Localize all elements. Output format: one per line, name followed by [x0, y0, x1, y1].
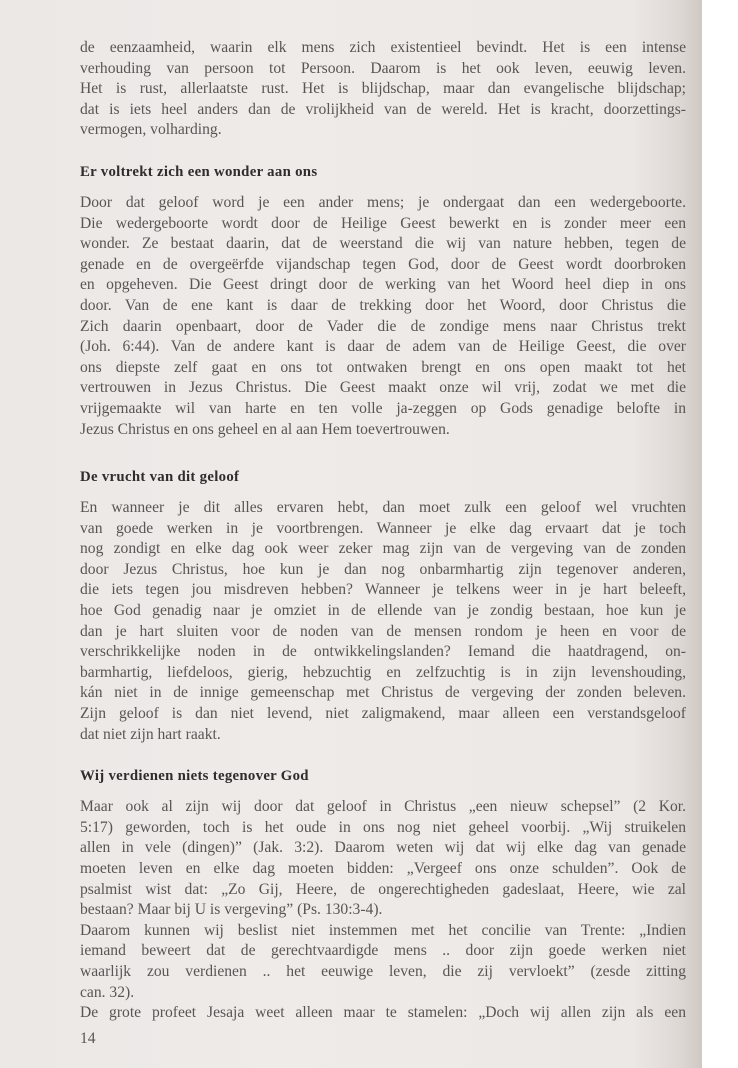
text-line: kán niet in de innige gemeenschap met Christus de vergeving der zonden beleven.: [80, 684, 686, 702]
text-line: door. Van de ene kant is daar de trekking door het Woord, door Christus die: [80, 296, 686, 314]
text-line: 5:17) geworden, toch is het oude in ons nog niet geheel voorbij. „Wij struikelen: [80, 818, 686, 836]
section-heading: Er voltrekt zich een wonder aan ons: [80, 163, 318, 180]
text-line: genade en de overgeërfde vijandschap tegen God, door de Geest wordt doorbroken: [80, 255, 686, 273]
paragraph: [80, 38, 686, 141]
paragraph: [80, 1003, 686, 1024]
text-line: de eenzaamheid, waarin elk mens zich existentieel bevindt. Het is een intense: [80, 39, 686, 56]
text-line: ons diepste zelf gaat en ons tot ontwaken brengt en ons open maakt tot het: [80, 358, 686, 376]
text-line: dat niet zijn hart raakt.: [80, 725, 221, 743]
text-line: dan je hart sluiten voor de noden van de mensen rondom je heen en voor de: [80, 622, 686, 640]
text-line: vertrouwen in Jezus Christus. Die Geest maakt onze wil vrij, zodat we met die: [80, 379, 686, 397]
text-line: Door dat geloof word je een ander mens; je ondergaat dan een wedergeboorte.: [80, 193, 686, 211]
text-line: (Joh. 6:44). Van de andere kant is daar de adem van de Heilige Geest, die over: [80, 338, 686, 356]
paragraph: [80, 193, 686, 440]
text-line: van goede werken in je voortbrengen. Wanneer je elke dag ervaart dat je toch: [80, 519, 686, 537]
text-line: Die wedergeboorte wordt door de Heilige Geest bewerkt en is zonder meer een: [80, 214, 686, 232]
text-line: vrijgemaakte wil van harte en ten volle ja-zeggen op Gods genadige belofte in: [80, 399, 686, 417]
text-line: hoe God genadig naar je omziet in de ellende van je zondig bestaan, hoe kun je: [80, 602, 686, 620]
text-line: Daarom kunnen wij beslist niet instemmen met het concilie van Trente: „Indien: [80, 921, 686, 939]
paragraph: [80, 921, 686, 1003]
section-heading: Wij verdienen niets tegenover God: [80, 768, 309, 785]
text-line: dat is iets heel anders dan de vrolijkheid van de wereld. Het is kracht, doorzettings-: [80, 100, 686, 118]
text-line: door Jezus Christus, hoe kun je dan nog onbarmhartig zijn tegenover anderen,: [80, 560, 686, 578]
page-number: 14: [80, 1029, 96, 1047]
text-line: allen in vele (dingen)” (Jak. 3:2). Daarom weten wij dat wij elke dag van genade: [80, 839, 686, 857]
text-line: en opgeheven. Die Geest dringt door de werking van het Woord heel diep in ons: [80, 276, 686, 294]
text-line: psalmist wist dat: „Zo Gij, Heere, de ongerechtigheden gadeslaat, Heere, wie zal: [80, 880, 686, 898]
text-line: waarlijk zou verdienen .. het eeuwige leven, die zij vervloekt” (zesde zitting: [80, 962, 686, 980]
text-line: Zich daarin openbaart, door de Vader die de zondige mens naar Christus trekt: [80, 317, 686, 335]
paragraph: [80, 498, 686, 745]
text-line: De grote profeet Jesaja weet alleen maar te stamelen: „Doch wij allen zijn als een: [80, 1004, 686, 1022]
text-line: can. 32).: [80, 983, 135, 1001]
text-line: barmhartig, liefdeloos, gierig, hebzuchtig en zelfzuchtig is in zijn levenshouding,: [80, 663, 686, 681]
text-line: iemand beweert dat de gerechtvaardigde mens .. door zijn goede werken niet: [80, 942, 686, 960]
text-line: wonder. Ze bestaat daarin, dat de weerstand die wij van nature hebben, tegen de: [80, 235, 686, 253]
text-line: Zijn geloof is dan niet levend, niet zaligmakend, maar alleen een verstandsgeloof: [80, 705, 686, 723]
text-line: Maar ook al zijn wij door dat geloof in Christus „een nieuw schepsel” (2 Kor.: [80, 798, 686, 816]
text-line: nog zondigt en elke dag ook weer zeker mag zijn van de vergeving van de zonden: [80, 540, 686, 558]
paragraph: [80, 797, 686, 921]
text-line: die iets tegen jou misdreven hebben? Wanneer je telkens weer in je hart beleeft,: [80, 581, 686, 599]
text-line: Jezus Christus en ons geheel en al aan Hem toevertrouwen.: [80, 420, 450, 438]
page-text: [80, 38, 686, 1050]
text-line: verhouding van persoon tot Persoon. Daarom is het ook leven, eeuwig leven.: [80, 59, 686, 77]
text-line: bestaan? Maar bij U is vergeving” (Ps. 130:3-4).: [80, 901, 383, 919]
section-heading: De vrucht van dit geloof: [80, 469, 240, 486]
text-line: En wanneer je dit alles ervaren hebt, dan moet zulk een geloof wel vruchten: [80, 499, 686, 517]
text-line: vermogen, volharding.: [80, 121, 222, 139]
text-line: moeten leven en elke dag moeten bidden: „Vergeef ons onze schulden”. Ook de: [80, 860, 686, 877]
text-line: verschrikkelijke noden in de ontwikkelingslanden? Iemand die haatdragend, on-: [80, 643, 686, 661]
text-line: Het is rust, allerlaatste rust. Het is blijdschap, maar dan evangelische blijdschap;: [80, 80, 686, 98]
